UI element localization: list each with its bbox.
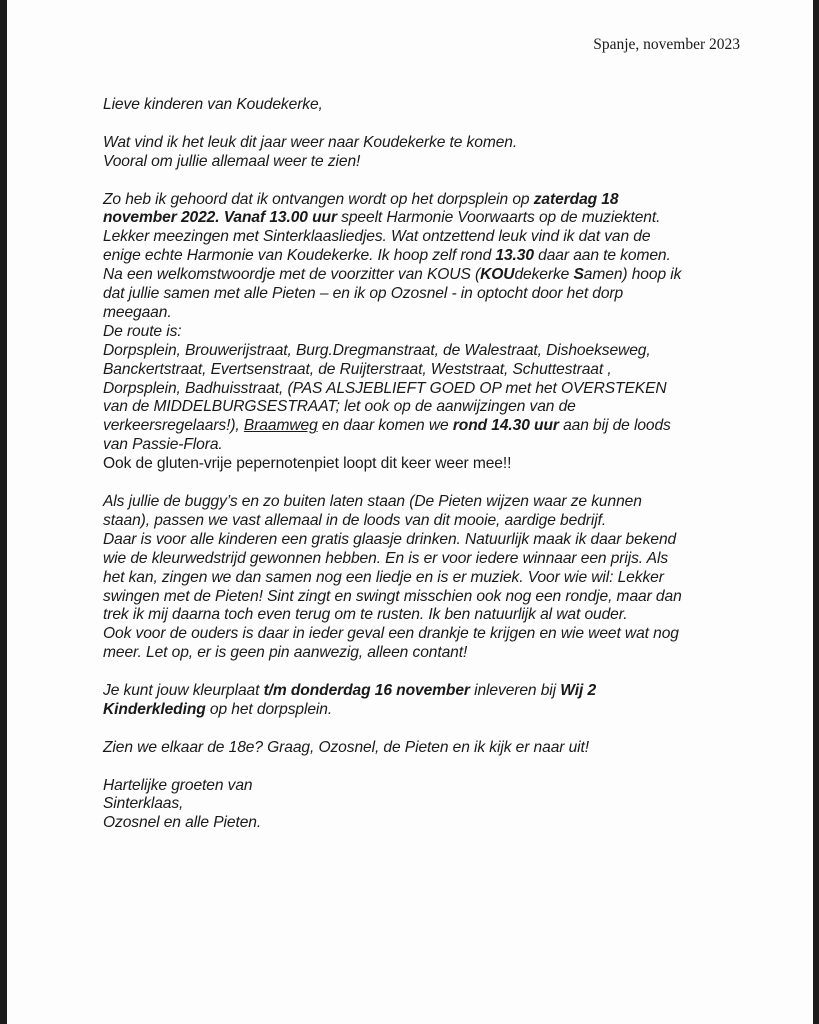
- braamweg-underlined: Braamweg: [243, 417, 318, 435]
- shop-name: Wij 2: [560, 682, 597, 700]
- arrival-loods-time: rond 14.30 uur: [452, 417, 559, 435]
- letter-date: Spanje, november 2023: [593, 36, 740, 53]
- letter-body: [103, 96, 743, 852]
- arrival-time: 13.30: [495, 247, 534, 265]
- closing-question: Zien we elkaar de 18e? Graag, Ozosnel, de Pieten en ik kijk er naar uit!: [103, 738, 590, 756]
- intro-paragraph: Wat vind ik het leuk dit jaar weer naar Koudekerke te komen. Vooral om jullie allemaal weer te zien!: [103, 133, 518, 170]
- route-line: Dorpsplein, Brouwerijstraat, Burg.Dregmanstraat, de Walestraat, Dishoekseweg,: [103, 341, 651, 359]
- loods-paragraph: Als jullie de buggy’s en zo buiten laten staan (De Pieten wijzen waar ze kunnen staan), passen we vast allemaal in de loods van dit mooie, aardige bedrijf. Daar is voor alle kinderen een gratis glaasje drinken. Natuurlijk maak ik daar bekend wie de kleurwedstrijd gewonnen hebben. En is er voor iedere winnaar een prijs. Als het kan, zingen we dan samen nog een liedje en is er muziek. Voor wie wil: Lekker swingen met de Pieten! Sint zingt en swingt misschien ook nog een rondje, maar dan trek ik mij daarna toch even terug om te rusten. Ik ben natuurlijk al wat ouder. Ook voor de ouders is daar in ieder geval een drankje te krijgen en wie weet wat nog meer. Let op, er is geen pin aanwezig, alleen contant!: [103, 492, 682, 662]
- route-line: van de MIDDELBURGSESTRAAT; let ook op de aanwijzingen van de: [103, 398, 576, 416]
- pepernotenpiet-note: Ook de gluten-vrije pepernotenpiet loopt dit keer weer mee!!: [103, 455, 512, 473]
- route-heading: De route is:: [103, 322, 182, 340]
- route-line: Dorpsplein, Badhuisstraat, (PAS ALSJEBLIEFT GOED OP met het OVERSTEKEN: [103, 379, 667, 397]
- letter-page: [7, 0, 813, 1024]
- route-line: Banckertstraat, Evertsenstraat, de Ruijterstraat, Weststraat, Schuttestraat ,: [103, 360, 612, 378]
- kleurplaat-paragraph: Je kunt jouw kleurplaat t/m donderdag 16 november inleveren bij Wij 2 Kinderkleding op het dorpsplein.: [103, 682, 597, 718]
- deadline: t/m donderdag 16 november: [263, 682, 470, 700]
- signature: Hartelijke groeten van Sinterklaas, Ozosnel en alle Pieten.: [103, 776, 262, 832]
- event-start-time: november 2022. Vanaf 13.00 uur: [103, 209, 337, 227]
- event-paragraph: Zo heb ik gehoord dat ik ontvangen wordt op het dorpsplein op zaterdag 18 november 2022. Vanaf 13.00 uur speelt Harmonie Voorwaarts op de muziektent. Lekker meezingen met Sinterklaasliedjes. Wat ontzettend leuk vind ik dat van de enige echte Harmonie van Koudekerke. Ik hoop zelf rond 13.30 daar aan te komen. Na een welkomstwoordje met de voorzitter van KOUS (KOUdekerke Samen) hoop ik dat jullie samen met alle Pieten – en ik op Ozosnel - in optocht door het dorp meegaan. De route is: Dorpsplein, Brouwerijstraat, Burg.Dregmanstraat, de Walestraat, Dishoekseweg, Banckertstraat, Evertsenstraat, de Ruijterstraat, Weststraat, Schuttestraat , Dorpsplein, Badhuisstraat, (PAS ALSJEBLIEFT GOED OP met het OVERSTEKEN van de MIDDELBURGSESTRAAT; let ook op de aanwijzingen van de verkeersregelaars!), Braamweg en daar komen we rond 14.30 uur aan bij de loods van Passie-Flora. Ook de gluten-vrije pepernotenpiet loopt dit keer weer mee!!: [103, 191, 743, 475]
- event-date: zaterdag 18: [533, 190, 619, 208]
- salutation: Lieve kinderen van Koudekerke,: [103, 96, 323, 113]
